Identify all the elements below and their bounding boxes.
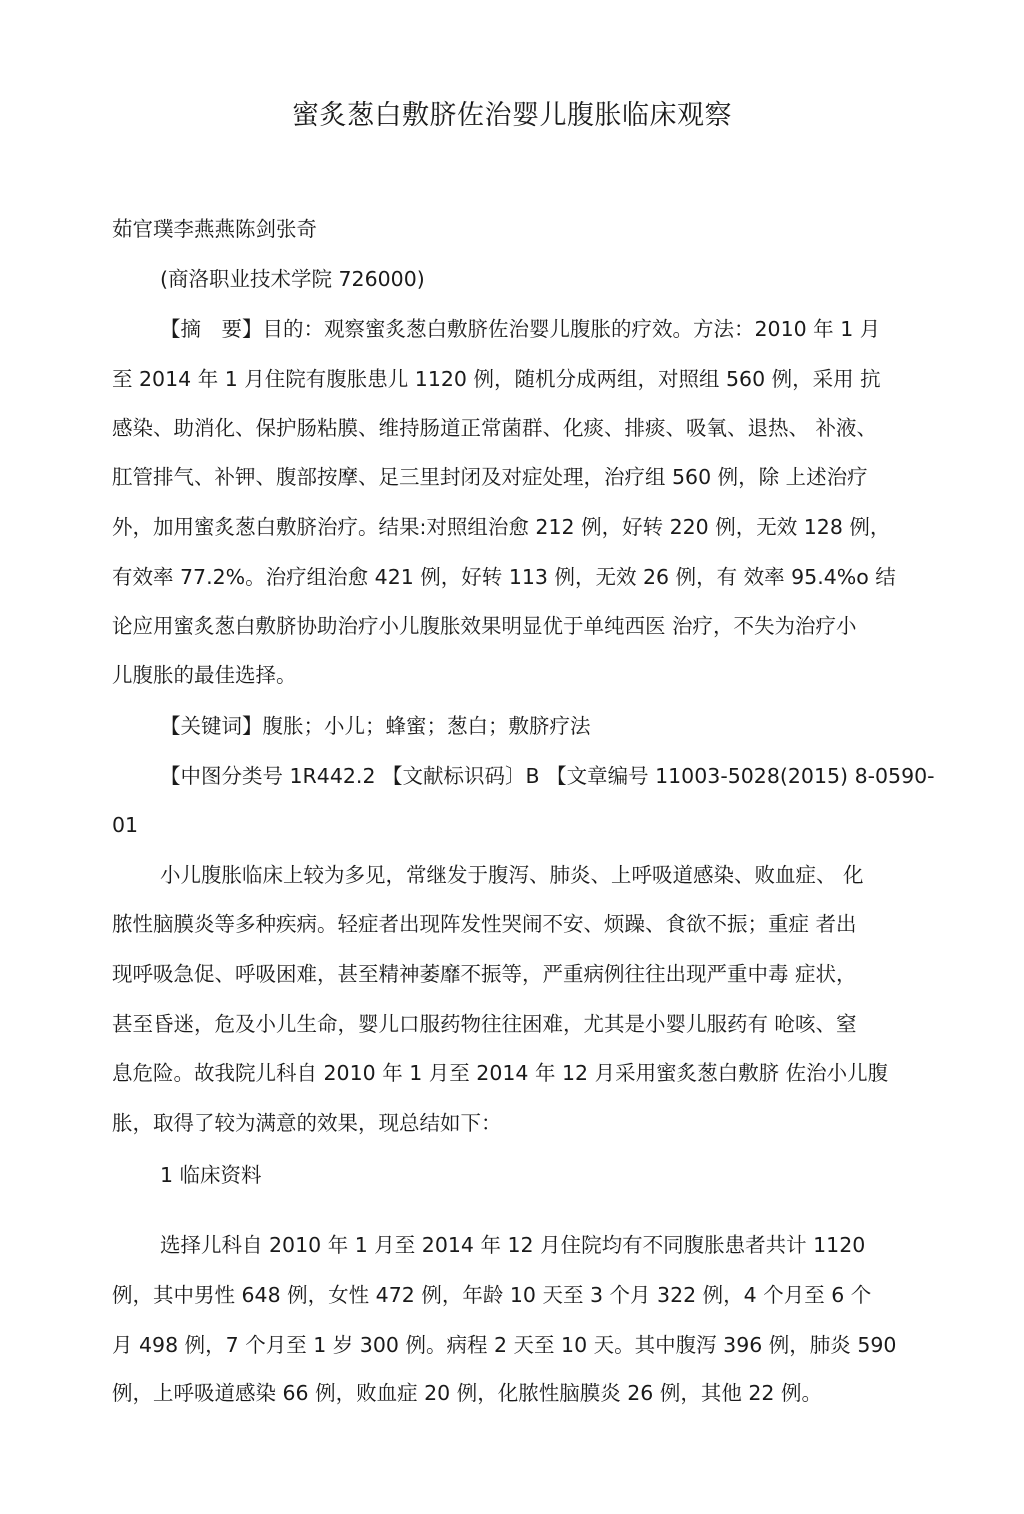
keywords: 【关键词】腹胀；小儿；蜂蜜；葱白；敷脐疗法 bbox=[160, 714, 591, 738]
classification-line: 01 bbox=[112, 813, 139, 837]
intro-line: 脓性脑膜炎等多种疾病。轻症者出现阵发性哭闹不安、烦躁、食欲不振；重症 者出 bbox=[112, 912, 857, 936]
abstract-line: 儿腹胀的最佳选择。 bbox=[112, 663, 297, 687]
intro-line: 现呼吸急促、呼吸困难，甚至精神萎靡不振等，严重病例往往出现严重中毒 症状， bbox=[112, 962, 857, 986]
intro-line: 甚至昏迷，危及小儿生命，婴儿口服药物往往困难，尤其是小婴儿服药有 呛咳、窒 bbox=[112, 1012, 857, 1036]
document-title: 蜜炙葱白敷脐佐治婴儿腹胀临床观察 bbox=[292, 100, 732, 131]
abstract-line: 至 2014 年 1 月住院有腹胀患儿 1120 例，随机分成两组，对照组 560 例，采用 抗 bbox=[112, 367, 881, 391]
abstract-line: 肛管排气、补钾、腹部按摩、足三里封闭及对症处理，治疗组 560 例，除 上述治疗 bbox=[112, 465, 868, 489]
clinical-line: 例，其中男性 648 例，女性 472 例，年龄 10 天至 3 个月 322 例，4 个月至 6 个 bbox=[112, 1283, 872, 1307]
authors: 茹官璞李燕燕陈剑张奇 bbox=[112, 217, 317, 241]
clinical-line: 例，上呼吸道感染 66 例，败血症 20 例，化脓性脑膜炎 26 例，其他 22 例。 bbox=[112, 1381, 822, 1405]
abstract-line: 论应用蜜炙葱白敷脐协助治疗小儿腹胀效果明显优于单纯西医 治疗，不失为治疗小 bbox=[112, 614, 857, 638]
abstract-line: 外，加用蜜炙葱白敷脐治疗。结果:对照组治愈 212 例，好转 220 例，无效 128 例， bbox=[112, 515, 891, 539]
clinical-line: 月 498 例，7 个月至 1 岁 300 例。病程 2 天至 10 天。其中腹泻 396 例，肺炎 590 bbox=[112, 1333, 897, 1357]
abstract-line: 【摘 要】目的：观察蜜炙葱白敷脐佐治婴儿腹胀的疗效。方法：2010 年 1 月 bbox=[160, 317, 881, 341]
affiliation: (商洛职业技术学院 726000) bbox=[160, 267, 425, 291]
intro-line: 胀，取得了较为满意的效果，现总结如下： bbox=[112, 1111, 502, 1135]
classification-line: 【中图分类号 1R442.2 【文献标识码〕B 【文章编号 11003-5028(2015) 8-0590- bbox=[160, 764, 935, 788]
intro-line: 小儿腹胀临床上较为多见，常继发于腹泻、肺炎、上呼吸道感染、败血症、 化 bbox=[160, 863, 864, 887]
abstract-line: 感染、助消化、保护肠粘膜、维持肠道正常菌群、化痰、排痰、吸氧、退热、 补液、 bbox=[112, 416, 878, 440]
intro-line: 息危险。故我院儿科自 2010 年 1 月至 2014 年 12 月采用蜜炙葱白敷脐 佐治小儿腹 bbox=[112, 1061, 889, 1085]
clinical-line: 选择儿科自 2010 年 1 月至 2014 年 12 月住院均有不同腹胀患者共计 1120 bbox=[160, 1233, 866, 1257]
section-heading: 1 临床资料 bbox=[160, 1163, 262, 1187]
abstract-line: 有效率 77.2%。治疗组治愈 421 例，好转 113 例，无效 26 例，有 效率 95.4%o 结 bbox=[112, 565, 896, 589]
